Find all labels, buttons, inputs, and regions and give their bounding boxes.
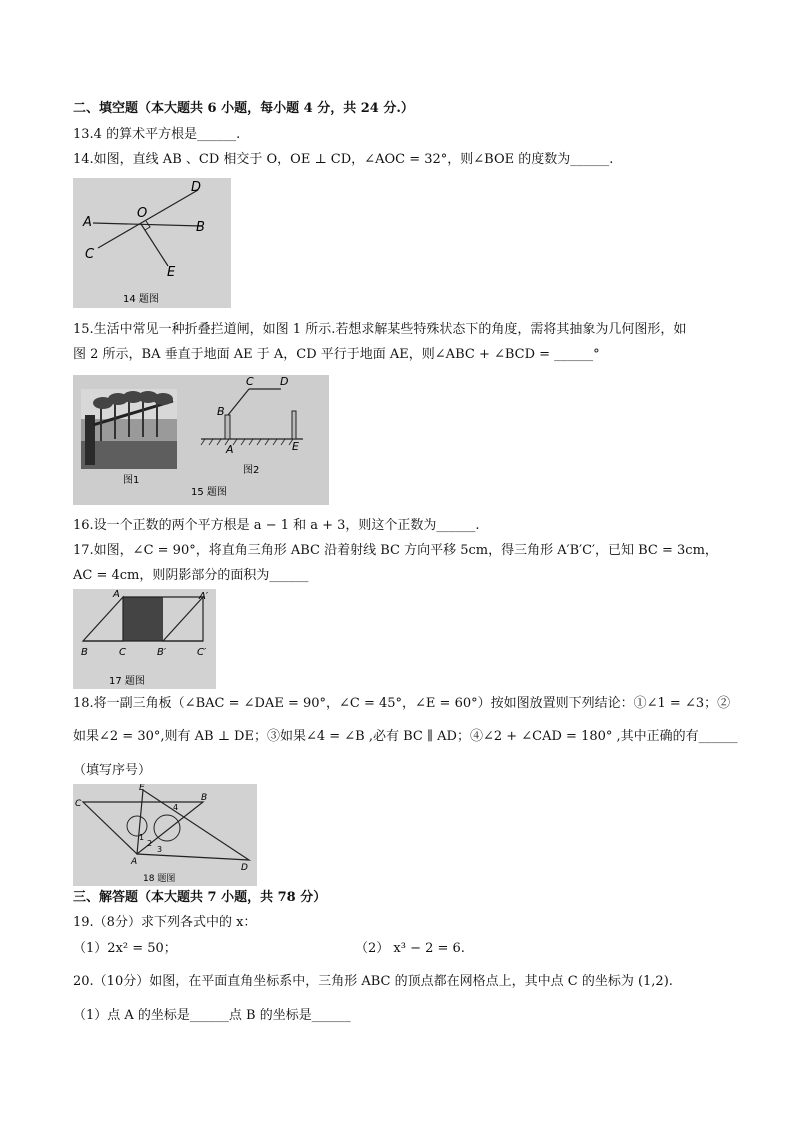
label-b: B bbox=[196, 220, 205, 235]
label-angle-4: 4 bbox=[173, 803, 179, 812]
question-14: 14.如图，直线 AB 、CD 相交于 O，OE ⊥ CD，∠AOC = 32°，则∠BOE 的度数为______. bbox=[73, 152, 614, 167]
photo-figure-1 bbox=[81, 389, 177, 469]
caption-15: 15 题图 bbox=[191, 487, 227, 498]
label-b: B bbox=[217, 405, 225, 418]
label-a-prime: A′ bbox=[199, 591, 209, 602]
label-e: E bbox=[292, 440, 299, 453]
question-19-part-1: （1）2x² = 50； bbox=[73, 941, 177, 956]
figure-17 bbox=[73, 589, 216, 689]
sub-caption-1: 图1 bbox=[123, 475, 140, 486]
label-c: C bbox=[85, 247, 95, 262]
question-16: 16.设一个正数的两个平方根是 a − 1 和 a + 3，则这个正数为______. bbox=[73, 518, 480, 533]
label-c: C bbox=[246, 375, 254, 388]
label-a: A bbox=[131, 857, 138, 867]
label-angle-2: 2 bbox=[147, 839, 153, 848]
label-c-prime: C′ bbox=[197, 647, 207, 658]
question-20: 20.（10分）如图，在平面直角坐标系中，三角形 ABC 的顶点都在网格点上，其中点 C 的坐标为 (1,2). bbox=[73, 974, 673, 989]
label-c: C bbox=[75, 799, 82, 809]
question-15-line-1: 15.生活中常见一种折叠拦道闸，如图 1 所示.若想求解某些特殊状态下的角度，需将其抽象为几何图形，如 bbox=[73, 322, 687, 337]
sub-caption-2: 图2 bbox=[243, 465, 260, 476]
label-o: O bbox=[137, 206, 148, 221]
question-19-part-2: （2） x³ − 2 = 6. bbox=[355, 941, 465, 956]
label-a: A bbox=[113, 589, 120, 600]
question-18-line-3: （填写序号） bbox=[73, 763, 152, 778]
label-angle-3: 3 bbox=[157, 845, 163, 854]
figure-18 bbox=[73, 784, 257, 886]
question-19: 19.（8分）求下列各式中的 x： bbox=[73, 915, 257, 930]
section-3-heading: 三、解答题（本大题共 7 小题，共 78 分） bbox=[73, 890, 327, 905]
post-ba bbox=[225, 415, 230, 439]
question-17-line-1: 17.如图，∠C = 90°，将直角三角形 ABC 沿着射线 BC 方向平移 5cm，得三角形 A′B′C′，已知 BC = 3cm， bbox=[73, 543, 718, 558]
question-13: 13.4 的算术平方根是______. bbox=[73, 127, 241, 142]
question-17-line-2: AC = 4cm，则阴影部分的面积为______ bbox=[73, 568, 309, 583]
label-e: E bbox=[167, 265, 176, 280]
post-e bbox=[292, 411, 296, 439]
label-a: A bbox=[226, 443, 234, 456]
question-15-line-2: 图 2 所示，BA 垂直于地面 AE 于 A，CD 平行于地面 AE，则∠ABC + ∠BCD = ______° bbox=[73, 347, 600, 362]
shaded-region bbox=[123, 597, 163, 641]
label-a: A bbox=[83, 215, 92, 230]
question-18-line-1: 18.将一副三角板（∠BAC = ∠DAE = 90°，∠C = 45°，∠E = 60°）按如图放置则下列结论：①∠1 = ∠3；② bbox=[73, 696, 731, 711]
caption-14: 14 题图 bbox=[123, 294, 159, 305]
section-2-heading: 二、填空题（本大题共 6 小题，每小题 4 分，共 24 分.） bbox=[73, 101, 414, 116]
label-d: D bbox=[280, 375, 289, 388]
label-b: B bbox=[81, 647, 88, 658]
label-angle-1: 1 bbox=[139, 833, 145, 842]
caption-18: 18 题图 bbox=[143, 874, 176, 884]
label-d: D bbox=[241, 863, 248, 873]
label-e: E bbox=[139, 784, 145, 793]
label-b-prime: B′ bbox=[157, 647, 167, 658]
figure-15 bbox=[73, 375, 329, 505]
label-c: C bbox=[119, 647, 126, 658]
caption-17: 17 题图 bbox=[109, 676, 145, 687]
figure-14 bbox=[73, 178, 231, 308]
label-d: D bbox=[191, 180, 202, 195]
label-b: B bbox=[201, 793, 208, 803]
question-18-line-2: 如果∠2 = 30°,则有 AB ⊥ DE；③如果∠4 = ∠B ,必有 BC ∥ AD；④∠2 + ∠CAD = 180° ,其中正确的有______ bbox=[73, 729, 738, 744]
question-20-part-1: （1）点 A 的坐标是______点 B 的坐标是______ bbox=[73, 1008, 351, 1023]
